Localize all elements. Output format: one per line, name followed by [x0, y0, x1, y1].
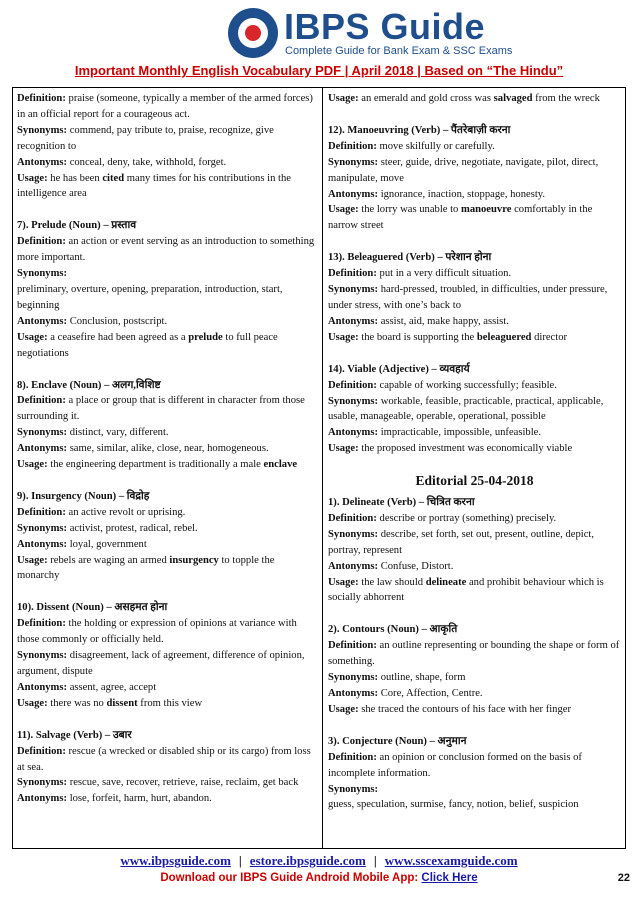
usage-keyword: cited [102, 172, 125, 184]
ibps-guide-logo [228, 8, 518, 60]
definition-line [17, 505, 317, 521]
antonyms-label: Antonyms: [17, 156, 68, 168]
entry-heading: 7). Prelude (Noun) – प्रस्ताव [17, 220, 137, 232]
synonyms-line [17, 775, 317, 791]
usage-label: Usage: [328, 204, 359, 216]
definition-text: the holding or expression of opinions at variance with those commonly or officially held. [17, 618, 297, 646]
antonyms-label: Antonyms: [17, 315, 68, 327]
synonyms-label: Synonyms: [328, 156, 379, 168]
synonyms-label: Synonyms: [328, 284, 379, 296]
footer-separator: | [238, 853, 242, 868]
estore-link[interactable]: estore.ibpsguide.com [249, 853, 366, 868]
antonyms-line [17, 441, 317, 457]
synonyms-text: guess, speculation, surmise, fancy, notion, belief, suspicion [328, 799, 579, 811]
usage-text: rebels are waging an armed [50, 554, 170, 566]
usage-line [328, 202, 621, 234]
ibpsguide-link[interactable]: www.ibpsguide.com [120, 853, 231, 868]
synonyms-text: disagreement, lack of agreement, difference of opinion, argument, dispute [17, 650, 305, 677]
usage-text-end: director [531, 331, 568, 343]
synonyms-label: Synonyms: [17, 522, 68, 534]
definition-text: put in a very difficult situation. [379, 268, 512, 280]
usage-line [328, 330, 621, 346]
synonyms-text: activist, protest, radical, rebel. [69, 522, 198, 534]
antonyms-line [328, 559, 621, 575]
usage-text: an emerald and gold cross was [361, 93, 494, 104]
antonyms-line [17, 791, 317, 807]
usage-text-end: from this view [137, 697, 203, 709]
usage-keyword: prelude [188, 331, 223, 343]
vocab-entry-prelude [17, 218, 317, 361]
antonyms-text: impracticable, impossible, unfeasible. [380, 427, 542, 439]
column-divider [322, 87, 323, 849]
definition-line [17, 91, 317, 123]
antonyms-text: Confuse, Distort. [380, 560, 454, 572]
usage-label: Usage: [328, 93, 359, 104]
synonyms-label: Synonyms: [17, 777, 68, 789]
synonyms-text: rescue, save, recover, retrieve, raise, reclaim, get back [69, 777, 299, 789]
synonyms-line [328, 670, 621, 686]
usage-text-end: from the wreck [532, 93, 600, 104]
definition-text: an outline representing or bounding the shape or form of something. [328, 640, 620, 668]
usage-text: the law should [361, 576, 426, 588]
antonyms-text: Conclusion, postscript. [69, 315, 168, 327]
definition-line [17, 616, 317, 648]
antonyms-line [328, 187, 621, 203]
definition-line [328, 378, 621, 394]
usage-label: Usage: [328, 443, 359, 455]
synonyms-label: Synonyms: [17, 650, 68, 662]
synonyms-line [328, 282, 621, 314]
synonyms-label: Synonyms: [328, 528, 379, 540]
antonyms-text: conceal, deny, take, withhold, forget. [69, 156, 227, 168]
usage-text-end: to full peace negotiations [17, 331, 278, 359]
definition-label: Definition: [328, 512, 377, 524]
usage-line [17, 330, 317, 362]
definition-line [17, 234, 317, 266]
usage-text: a ceasefire had been agreed as a [50, 331, 189, 343]
brain-logo-icon [228, 8, 278, 58]
synonyms-line [328, 155, 621, 187]
vocab-entry-insurgency [17, 489, 317, 584]
definition-line [328, 750, 621, 782]
antonyms-text: assist, aid, make happy, assist. [380, 315, 509, 327]
usage-keyword: beleaguered [476, 331, 532, 343]
synonyms-line [17, 123, 317, 155]
antonyms-line [17, 155, 317, 171]
synonyms-text: steer, guide, drive, negotiate, navigate, pilot, direct, manipulate, move [328, 156, 599, 184]
usage-label: Usage: [17, 554, 48, 566]
usage-keyword: salvaged [493, 93, 533, 104]
footer-links [0, 853, 638, 869]
usage-line [17, 457, 317, 473]
definition-line [328, 511, 621, 527]
antonyms-label: Antonyms: [17, 793, 68, 805]
usage-text: the engineering department is traditionally a male [50, 459, 264, 471]
page-number: 22 [617, 872, 630, 884]
definition-text: a place or group that is different in character from those surrounding it. [17, 395, 305, 423]
antonyms-text: loyal, government [69, 538, 147, 550]
synonyms-label: Synonyms: [328, 783, 379, 795]
usage-line [328, 441, 621, 457]
definition-line [17, 744, 317, 776]
entry-heading: 12). Manoeuvring (Verb) – पैंतरेबाज़ी करना [328, 124, 511, 136]
antonyms-line [17, 537, 317, 553]
synonyms-text: describe, set forth, set out, present, outline, depict, portray, represent [328, 528, 594, 556]
usage-keyword: delineate [425, 576, 467, 588]
usage-line [328, 91, 621, 107]
definition-label: Definition: [17, 745, 66, 757]
entry-heading: 11). Salvage (Verb) – उबार [17, 729, 132, 741]
definition-label: Definition: [328, 140, 377, 152]
synonyms-line [17, 425, 317, 441]
vocab-entry-delineate [328, 495, 621, 606]
antonyms-text: Core, Affection, Centre. [380, 688, 483, 699]
usage-text-end: many times for his contributions in the intelligence area [17, 172, 291, 200]
vocab-entry-salvage [17, 728, 317, 808]
synonyms-text: preliminary, overture, opening, preparation, introduction, start, beginning [17, 283, 283, 311]
usage-text-end: to topple the monarchy [17, 554, 275, 582]
definition-label: Definition: [328, 379, 377, 391]
usage-label: Usage: [328, 331, 359, 343]
antonyms-line [17, 314, 317, 330]
antonyms-line [17, 680, 317, 696]
entry-heading: 9). Insurgency (Noun) – विद्रोह [17, 490, 150, 502]
usage-text: the lorry was unable to [361, 204, 461, 216]
synonyms-line [328, 782, 621, 798]
sscexamguide-link[interactable]: www.sscexamguide.com [384, 853, 518, 868]
vocab-entry-manoeuvring [328, 123, 621, 234]
synonyms-label: Synonyms: [17, 427, 68, 439]
definition-label: Definition: [17, 506, 66, 518]
antonyms-text: lose, forfeit, harm, hurt, abandon. [69, 793, 212, 805]
definition-text: praise (someone, typically a member of the armed forces) in an official report for a courageous act. [17, 93, 313, 120]
usage-text-end: comfortably in the narrow street [328, 204, 593, 232]
synonyms-label: Synonyms: [328, 395, 379, 407]
definition-label: Definition: [17, 93, 66, 104]
entry-heading: 8). Enclave (Noun) – अलग,विशिष्ट [17, 379, 161, 391]
entry-heading: 13). Beleaguered (Verb) – परेशान होना [328, 252, 492, 264]
definition-label: Definition: [17, 395, 66, 407]
usage-label: Usage: [17, 172, 48, 184]
definition-text: capable of working successfully; feasible. [379, 379, 557, 391]
synonyms-line [17, 648, 317, 680]
antonyms-label: Antonyms: [328, 427, 379, 439]
usage-line [328, 702, 621, 718]
antonyms-label: Antonyms: [328, 688, 379, 699]
usage-line [17, 553, 317, 585]
antonyms-label: Antonyms: [17, 681, 68, 693]
vocab-entry-conjecture [328, 734, 621, 814]
vocab-entry-dissent [17, 600, 317, 711]
definition-text: move skilfully or carefully. [379, 140, 495, 152]
antonyms-line [328, 686, 621, 702]
logo-name: IBPS Guide [284, 6, 486, 47]
synonyms-label: Synonyms: [17, 268, 68, 280]
vocab-entry-continued [328, 91, 621, 107]
entry-heading: 14). Viable (Adjective) – व्यवहार्य [328, 363, 470, 375]
usage-keyword: enclave [263, 459, 298, 471]
antonyms-line [328, 314, 621, 330]
synonyms-line [17, 266, 317, 282]
vocab-entry-contours [328, 622, 621, 717]
usage-label: Usage: [17, 697, 48, 709]
usage-text: she traced the contours of his face with her finger [361, 703, 571, 715]
logo-tagline: Complete Guide for Bank Exam & SSC Exams [285, 45, 513, 57]
click-here-link[interactable]: Click Here [421, 872, 478, 884]
antonyms-label: Antonyms: [328, 315, 379, 327]
synonyms-line [17, 521, 317, 537]
usage-label: Usage: [17, 331, 48, 343]
footer-separator: | [373, 853, 377, 868]
antonyms-label: Antonyms: [328, 188, 379, 200]
synonyms-text: distinct, vary, different. [69, 427, 169, 439]
entry-heading: 2). Contours (Noun) – आकृति [328, 624, 458, 636]
definition-line [17, 393, 317, 425]
antonyms-label: Antonyms: [17, 443, 68, 455]
page-title: Important Monthly English Vocabulary PDF | April 2018 | Based on “The Hindu” [74, 63, 564, 78]
antonyms-text: assent, agree, accept [69, 681, 157, 693]
antonyms-label: Antonyms: [328, 560, 379, 572]
synonyms-text: commend, pay tribute to, praise, recognize, give recognition to [17, 124, 274, 152]
definition-text: rescue (a wrecked or disabled ship or its cargo) from loss at sea. [17, 745, 311, 773]
entry-heading: 10). Dissent (Noun) – असहमत होना [17, 602, 168, 614]
synonyms-line [328, 394, 621, 426]
antonyms-text: same, similar, alike, close, near, homogeneous. [69, 443, 269, 455]
synonyms-text: outline, shape, form [380, 672, 466, 684]
definition-text: an active revolt or uprising. [68, 506, 186, 518]
left-column [17, 91, 317, 823]
vocab-entry-enclave [17, 378, 317, 473]
definition-line [328, 139, 621, 155]
usage-line [328, 575, 621, 607]
vocab-entry-beleaguered [328, 250, 621, 345]
app-download-line [0, 872, 638, 884]
synonyms-label: Synonyms: [328, 672, 379, 684]
usage-label: Usage: [17, 459, 48, 471]
usage-label: Usage: [328, 703, 359, 715]
synonyms-text: hard-pressed, troubled, in difficulties, under pressure, under stress, with one’s back to [328, 284, 608, 311]
definition-label: Definition: [328, 640, 377, 652]
definition-line [328, 266, 621, 282]
usage-keyword: insurgency [169, 554, 219, 566]
usage-line [17, 171, 317, 203]
antonyms-line [328, 425, 621, 441]
usage-keyword: manoeuvre [461, 204, 512, 216]
definition-line [328, 638, 621, 670]
usage-label: Usage: [328, 576, 359, 588]
usage-text: the proposed investment was economically viable [361, 443, 573, 455]
entry-heading: 3). Conjecture (Noun) – अनुमान [328, 735, 467, 747]
page-header [0, 0, 638, 84]
antonyms-text: ignorance, inaction, stoppage, honesty. [380, 188, 546, 200]
usage-line [17, 696, 317, 712]
synonyms-text: workable, feasible, practicable, practical, applicable, usable, manageable, operable, operational, possible [328, 395, 604, 423]
definition-text: describe or portray (something) precisely. [379, 512, 557, 524]
definition-label: Definition: [17, 236, 66, 248]
usage-text: there was no [50, 697, 107, 709]
vocab-entry-viable [328, 362, 621, 457]
app-download-text: Download our IBPS Guide Android Mobile App: [160, 872, 422, 884]
usage-keyword: dissent [106, 697, 138, 709]
right-column [328, 91, 621, 829]
definition-text: an action or event serving as an introduction to something more important. [17, 236, 315, 264]
definition-label: Definition: [328, 268, 377, 280]
entry-heading: 1). Delineate (Verb) – चित्रित करना [328, 497, 475, 509]
definition-text: an opinion or conclusion formed on the basis of incomplete information. [328, 751, 582, 779]
synonyms-label: Synonyms: [17, 124, 68, 136]
vocab-entry-continued [17, 91, 317, 202]
synonyms-line [328, 527, 621, 559]
usage-text: he has been [50, 172, 103, 184]
antonyms-label: Antonyms: [17, 538, 68, 550]
usage-text-end: and prohibit behaviour which is socially abhorrent [328, 576, 604, 604]
usage-text: the board is supporting the [361, 331, 477, 343]
definition-label: Definition: [17, 618, 66, 630]
definition-label: Definition: [328, 751, 377, 763]
editorial-section-title: Editorial 25-04-2018 [415, 473, 534, 489]
